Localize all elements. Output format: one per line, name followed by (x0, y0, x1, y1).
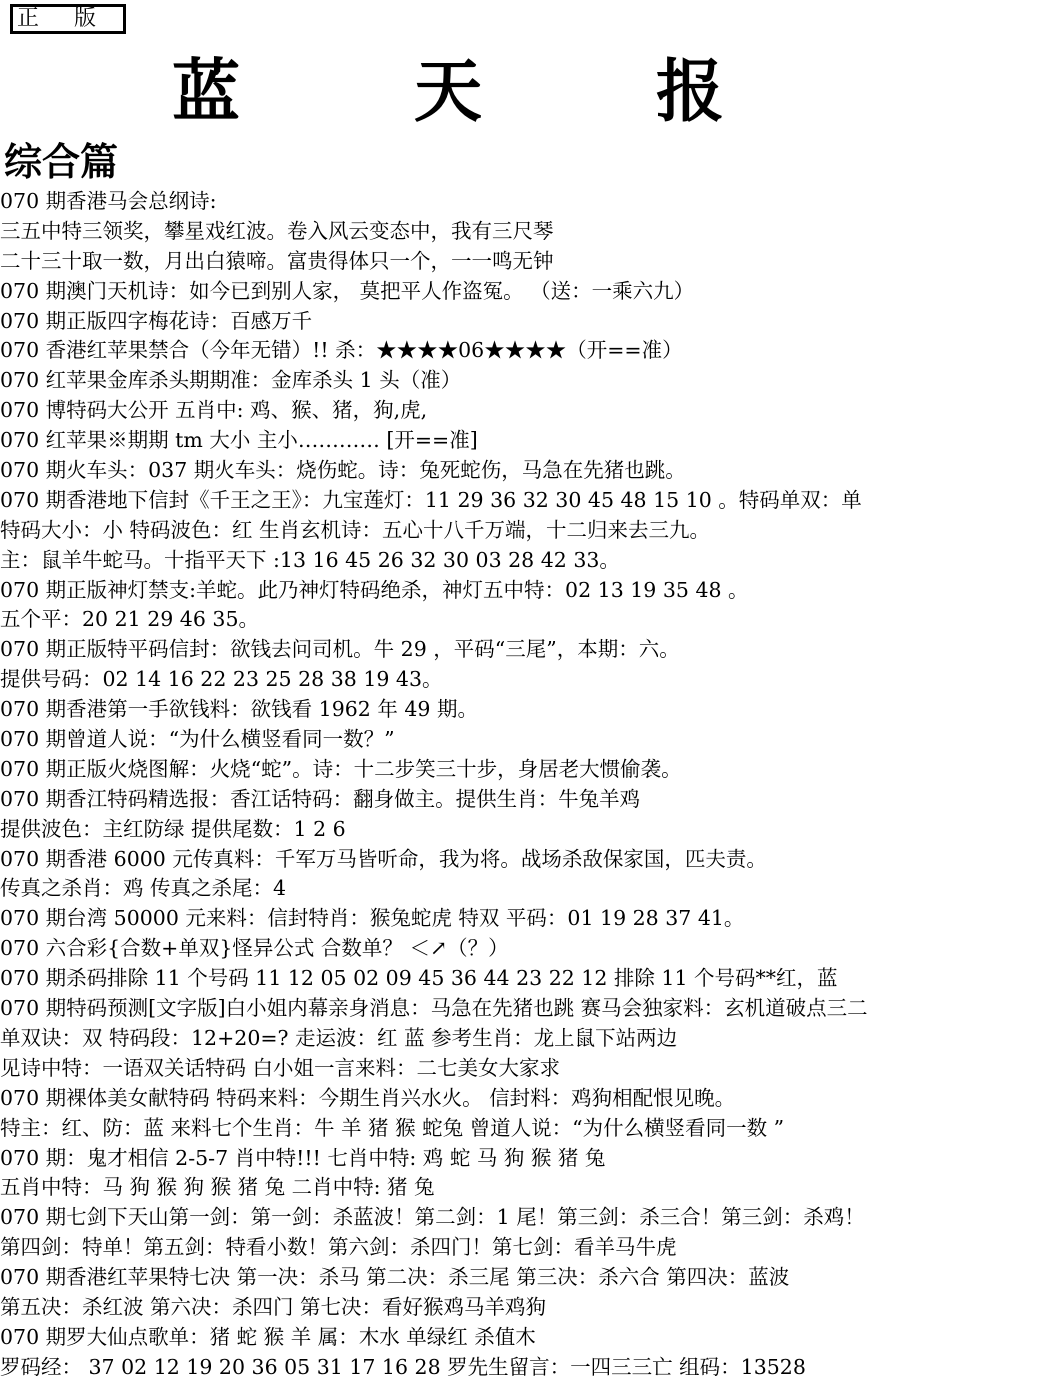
text-line: 070 期裸体美女献特码 特码来料：今期生肖兴水火。 信封料：鸡狗相配恨见晚。 (0, 1085, 736, 1110)
masthead-char: 天 (414, 52, 483, 132)
text-line: 070 博特码大公开 五肖中: 鸡、猴、猪，狗,虎, (0, 398, 428, 423)
text-line: 070 红苹果※期期 tm 大小 主小………… [开==准] (0, 428, 478, 453)
content-lines (0, 187, 1041, 1383)
text-line: 070 期杀码排除 11 个号码 11 12 05 02 09 45 36 44 23 22 12 排除 11 个号码**红，蓝 (0, 966, 838, 991)
text-line: 主：鼠羊牛蛇马。十指平天下 :13 16 45 26 32 30 03 28 42 33。 (0, 547, 620, 572)
text-line: 提供号码：02 14 16 22 23 25 28 38 19 43。 (0, 667, 443, 692)
text-line: 罗码经： 37 02 12 19 20 36 05 31 17 16 28 罗先生留言：一四三三亡 组码：13528 (0, 1354, 806, 1379)
text-line: 070 期澳门天机诗：如今已到别人家， 莫把平人作盗冤。 （送：一乘六九） (0, 278, 695, 303)
text-line: 070 期曾道人说：“为什么横竖看同一数？” (0, 727, 395, 752)
text-line: 070 香港红苹果禁合（今年无错）!! 杀：★★★★06★★★★（开==准） (0, 338, 683, 363)
text-line: 070 期：鬼才相信 2-5-7 肖中特!!! 七肖中特: 鸡 蛇 马 狗 猴 猪 兔 (0, 1145, 606, 1170)
text-line: 070 期香港红苹果特七决 第一决：杀马 第二决：杀三尾 第三决：杀六合 第四决：蓝波 (0, 1265, 790, 1290)
text-line: 070 期正版火烧图解：火烧“蛇”。诗：十二步笑三十步，身居老大惯偷袭。 (0, 756, 682, 781)
text-line: 五肖中特：马 狗 猴 狗 猴 猪 兔 二肖中特: 猪 兔 (0, 1175, 435, 1200)
text-line: 070 期香港地下信封《千王之王》：九宝莲灯：11 29 36 32 30 45 48 15 10 。特码单双：单 (0, 487, 862, 512)
text-line: 070 期正版神灯禁支:羊蛇。此乃神灯特码绝杀，神灯五中特：02 13 19 35 48 。 (0, 577, 749, 602)
text-line: 见诗中特：一语双关话特码 白小姐一言来料：二七美女大家求 (0, 1055, 561, 1080)
text-line: 070 六合彩{合数+单双}怪异公式 合数单？ ＜↗（？） (0, 936, 509, 961)
masthead-char: 报 (656, 52, 725, 132)
text-line: 070 期正版特平码信封：欲钱去问司机。牛 29 ，平码“三尾”，本期：六。 (0, 637, 680, 662)
text-line: 070 期香江特码精选报：香江话特码：翻身做主。提供生肖：牛兔羊鸡 (0, 786, 641, 811)
text-line: 070 期七剑下天山第一剑：第一剑：杀蓝波！第二剑：1 尾！第三剑：杀三合！第三剑：杀鸡！ (0, 1205, 865, 1230)
edition-stamp: 正 版 (10, 4, 126, 34)
masthead-char: 蓝 (172, 52, 241, 132)
text-line: 070 期特码预测[文字版]白小姐内幕亲身消息：马急在先猪也跳 赛马会独家料：玄机道破点三二 (0, 996, 868, 1021)
text-line: 特码大小：小 特码波色：红 生肖玄机诗：五心十八千万端，十二归来去三九。 (0, 517, 711, 542)
text-line: 070 红苹果金库杀头期期准：金库杀头 1 头（准） (0, 368, 462, 393)
text-line: 第四剑：特单！第五剑：特看小数！第六剑：杀四门！第七剑：看羊马牛虎 (0, 1235, 677, 1260)
text-line: 传真之杀肖：鸡 传真之杀尾：4 (0, 876, 287, 901)
text-line: 070 期火车头：037 期火车头：烧伤蛇。诗：兔死蛇伤，马急在先猪也跳。 (0, 458, 686, 483)
text-line: 070 期台湾 50000 元来料：信封特肖：猴兔蛇虎 特双 平码：01 19 28 37 41。 (0, 906, 745, 931)
text-line: 070 期香港 6000 元传真料：千军万马皆听命，我为将。战场杀敌保家国，匹夫责。 (0, 846, 767, 871)
text-line: 三五中特三领奖，攀星戏红波。卷入风云变态中，我有三尺琴 (0, 218, 554, 243)
masthead-title (0, 54, 1041, 134)
section-title: 综合篇 (4, 139, 119, 184)
text-line: 二十三十取一数，月出白猿啼。富贵得体只一个，一一鸣无钟 (0, 248, 554, 273)
text-line: 单双诀：双 特码段：12+20=? 走运波：红 蓝 参考生肖：龙上鼠下站两边 (0, 1025, 678, 1050)
text-line: 070 期香港第一手欲钱料：欲钱看 1962 年 49 期。 (0, 697, 478, 722)
text-line: 特主：红、防：蓝 来料七个生肖：牛 羊 猪 猴 蛇兔 曾道人说：“为什么横竖看同一数 ” (0, 1115, 785, 1140)
text-line: 070 期正版四字梅花诗：百感万千 (0, 308, 313, 333)
text-line: 070 期罗大仙点歌单：猪 蛇 猴 羊 属：木水 单绿红 杀值木 (0, 1324, 536, 1349)
text-line: 五个平：20 21 29 46 35。 (0, 607, 259, 632)
text-line: 070 期香港马会总纲诗: (0, 189, 217, 213)
text-line: 提供波色：主红防绿 提供尾数：1 2 6 (0, 816, 346, 841)
text-line: 第五决：杀红波 第六决：杀四门 第七决：看好猴鸡马羊鸡狗 (0, 1294, 547, 1319)
